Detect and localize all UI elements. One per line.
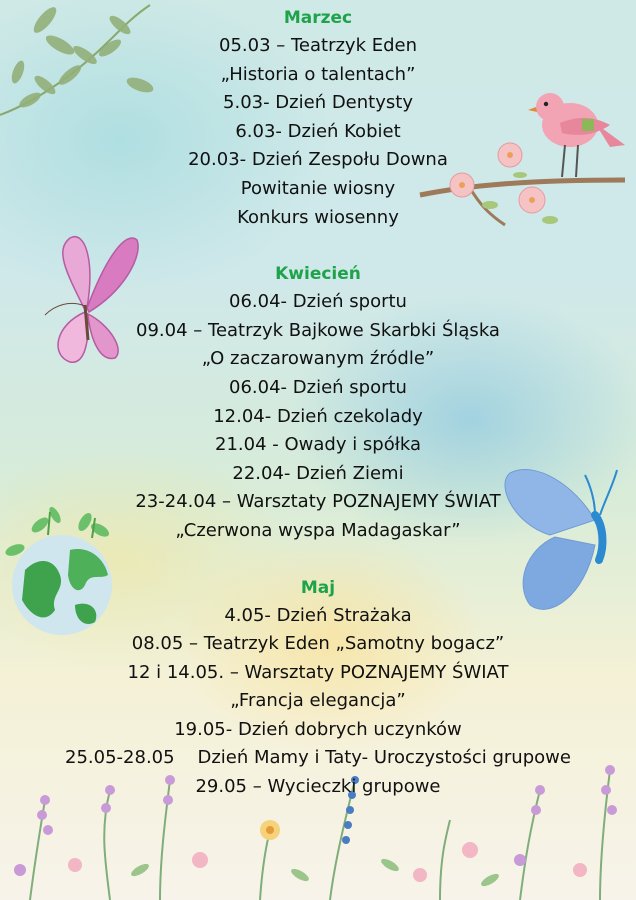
event-line: 5.03- Dzień Dentysty bbox=[223, 92, 413, 114]
event-line: 22.04- Dzień Ziemi bbox=[232, 462, 404, 484]
section-marzec bbox=[0, 4, 636, 232]
event-line: 05.03 – Teatrzyk Eden bbox=[219, 35, 417, 56]
event-line: „O zaczarowanym źródle” bbox=[201, 348, 435, 370]
event-line: 21.04 - Owady i spółka bbox=[215, 434, 421, 456]
event-line: 08.05 – Teatrzyk Eden „Samotny bogacz” bbox=[131, 633, 505, 655]
month-heading: Marzec bbox=[283, 8, 353, 28]
event-line: 29.05 – Wycieczki grupowe bbox=[195, 776, 441, 798]
event-line: „Historia o talentach” bbox=[220, 63, 416, 85]
schedule bbox=[0, 4, 636, 802]
event-line: Konkurs wiosenny bbox=[237, 206, 399, 228]
event-line: 6.03- Dzień Kobiet bbox=[235, 120, 401, 142]
event-line: „Czerwona wyspa Madagaskar” bbox=[175, 519, 461, 541]
event-line: 4.05- Dzień Strażaka bbox=[224, 604, 412, 626]
event-line: 06.04- Dzień sportu bbox=[229, 376, 407, 398]
event-line: 19.05- Dzień dobrych uczynków bbox=[174, 718, 462, 740]
section-maj bbox=[0, 574, 636, 802]
spacer bbox=[0, 546, 636, 574]
event-line: Powitanie wiosny bbox=[240, 177, 396, 199]
event-line: 25.05-28.05 Dzień Mamy i Taty- Uroczystości grupowe bbox=[65, 747, 571, 769]
spacer bbox=[0, 232, 636, 260]
event-line: 23-24.04 – Warsztaty POZNAJEMY ŚWIAT bbox=[135, 491, 501, 513]
event-line: 09.04 – Teatrzyk Bajkowe Skarbki Śląska bbox=[136, 319, 500, 341]
event-line: 12.04- Dzień czekolady bbox=[213, 405, 423, 427]
event-line: 20.03- Dzień Zespołu Downa bbox=[188, 149, 448, 171]
event-line: „Francja elegancja” bbox=[230, 690, 406, 712]
section-kwiecien bbox=[0, 260, 636, 545]
event-line: 12 i 14.05. – Warsztaty POZNAJEMY ŚWIAT bbox=[127, 661, 509, 683]
month-heading: Kwiecień bbox=[275, 264, 361, 285]
month-heading: Maj bbox=[300, 577, 336, 598]
event-line: 06.04- Dzień sportu bbox=[229, 291, 407, 313]
